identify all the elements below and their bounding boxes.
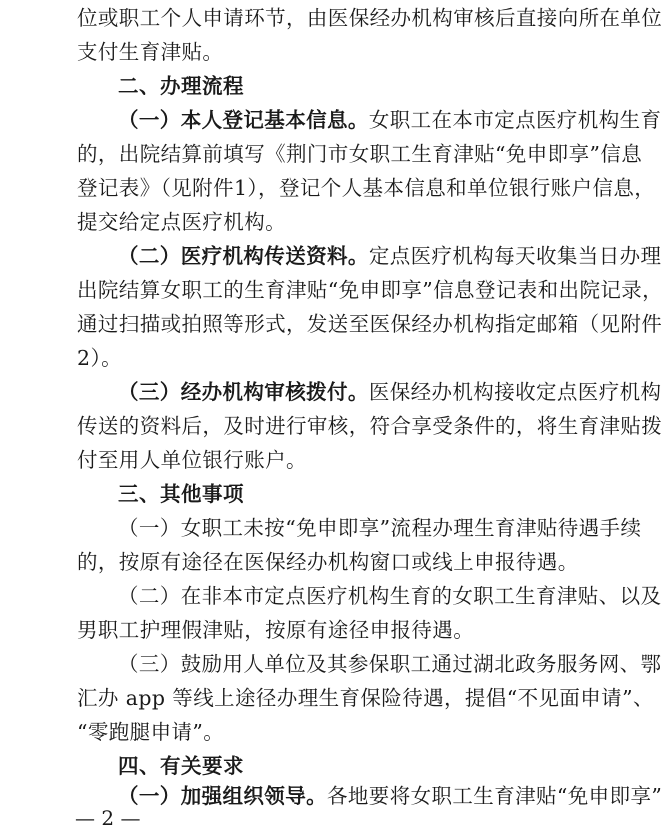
paragraph-lead-line	[118, 106, 662, 134]
paragraph-lead-line	[118, 378, 662, 406]
text-line: 位或职工个人申请环节，由医保经办机构审核后直接向所在单位	[77, 6, 663, 30]
text-line: 出院结算女职工的生育津贴“免申即享”信息登记表和出院记录，	[77, 278, 664, 302]
page-number: — 2 —	[75, 806, 141, 830]
item-2-1-text: 女职工在本市定点医疗机构生育	[368, 108, 662, 132]
text-line: 付至用人单位银行账户。	[77, 448, 307, 472]
text-line: 男职工护理假津贴，按原有途径申报待遇。	[77, 618, 475, 642]
section-heading-4: 四、有关要求	[118, 754, 244, 778]
text-line: 提交给定点医疗机构。	[77, 210, 286, 234]
text-line: （二）在非本市定点医疗机构生育的女职工生育津贴、以及	[118, 584, 662, 608]
text-line: 2）。	[77, 346, 122, 370]
text-line: 支付生育津贴。	[77, 40, 224, 64]
section-heading-3: 三、其他事项	[118, 482, 244, 506]
item-4-1-text: 各地要将女职工生育津贴“免申即享”	[327, 784, 663, 808]
text-line: “零跑腿申请”。	[77, 720, 225, 744]
text-line: 的，出院结算前填写《荆门市女职工生育津贴“免申即享”信息	[77, 142, 643, 166]
text-line: （三）鼓励用人单位及其参保职工通过湖北政务服务网、鄂	[118, 652, 662, 676]
item-4-1-lead: （一）加强组织领导。	[118, 784, 327, 808]
item-2-3-lead: （三）经办机构审核拨付。	[118, 380, 369, 404]
item-2-2-lead: （二）医疗机构传送资料。	[118, 244, 369, 268]
text-line: 通过扫描或拍照等形式，发送至医保经办机构指定邮箱（见附件	[77, 312, 663, 336]
text-line: 传送的资料后，及时进行审核，符合享受条件的，将生育津贴拨	[77, 414, 663, 438]
paragraph-lead-line	[118, 242, 662, 270]
item-2-2-text: 定点医疗机构每天收集当日办理	[368, 244, 662, 268]
section-heading-2: 二、办理流程	[118, 74, 244, 98]
item-2-3-text: 医保经办机构接收定点医疗机构	[368, 380, 662, 404]
text-line: 汇办 app 等线上途径办理生育保险待遇，提倡“不见面申请”、	[77, 686, 654, 710]
text-line: （一）女职工未按“免申即享”流程办理生育津贴待遇手续	[118, 516, 642, 540]
text-line: 登记表》（见附件1），登记个人基本信息和单位银行账户信息，	[77, 176, 656, 200]
paragraph-lead-line	[118, 782, 663, 810]
item-2-1-lead: （一）本人登记基本信息。	[118, 108, 369, 132]
text-line: 的，按原有途径在医保经办机构窗口或线上申报待遇。	[77, 550, 579, 574]
